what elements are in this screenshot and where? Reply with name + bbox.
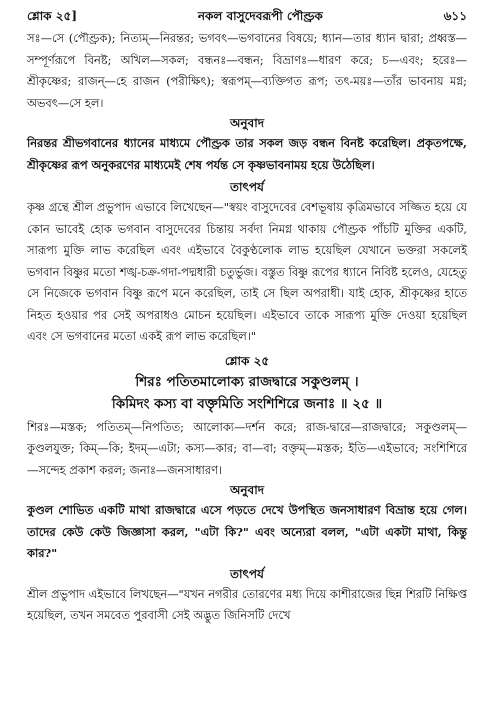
verse-line-2: কিমিদং কস্য বা বক্তৃমিতি সংশিশিরে জনাঃ ॥ ২৫ ॥ [111, 395, 383, 412]
header-chapter-title: নকল বাসুদেবরূপী পৌণ্ড্রক [197, 9, 323, 23]
translation-text-1: নিরন্তর শ্রীভগবানের ধ্যানের মাধ্যমে পৌণ্ড্রক তার সকল জড় বন্ধন বিনষ্ট করেছিল। প্রকৃতপক্ষে, শ্রীকৃষ্ণের রূপ অনুকরণের মাধ্যমেই শেষ পর্যন্ত সে কৃষ্ণভাবনাময় হয়ে উঠেছিল। [27, 136, 467, 172]
synonyms-block-1: সঃ—সে (পৌণ্ড্রক); নিত্যম্—নিরন্তর; ভগবৎ—ভগবানের বিষয়ে; ধ্যান—তার ধ্যান দ্বারা; প্রধ্বস্ত—সম্পূর্ণরূপে বিনষ্ট; অখিল—সকল; বন্ধনঃ—বন্ধন; বিভ্রাণঃ—ধারণ করে; চ—এবং; হরেঃ—শ্রীকৃষ্ণের; রাজন্—হে রাজন (পরীক্ষিৎ); স্বরূপম্—ব্যক্তিগত রূপ; তৎ-ময়ঃ—তাঁর ভাবনায় মগ্ন; অভবৎ—সে হল। [27, 31, 467, 110]
translation-text-2: কুণ্ডল শোভিত একটি মাথা রাজদ্বারে এসে পড়তে দেখে উপস্থিত জনসাধারণ বিভ্রান্ত হয়ে গেল। তাদের কেউ কেউ জিজ্ঞাসা করল, "এটা কি?" এবং অন্যেরা বলল, "এটা একটা মাথা, কিন্তু কার?" [27, 503, 467, 560]
synonyms-block-2: শিরঃ—মস্তক; পতিতম্—নিপতিত; আলোক্য—দর্শন করে; রাজ-দ্বারে—রাজদ্বারে; সকুণ্ডলম্—কুণ্ডলযুক্ত; কিম্—কি; ইদম্—এটা; কস্য—কার; বা—বা; বক্তৃম্—মস্তক; ইতি—এইভাবে; সংশিশিরে—সন্দেহ প্রকাশ করল; জনাঃ—জনসাধারণ। [27, 419, 467, 477]
purport-heading-1: তাৎপর্য [230, 180, 264, 194]
translation-heading-2: অনুবাদ [229, 483, 265, 497]
running-header [27, 8, 467, 24]
book-page [27, 8, 467, 627]
translation-heading-1: অনুবাদ [229, 116, 265, 130]
header-verse-ref: শ্লোক ২৫] [27, 9, 78, 23]
page-number: ৬১১ [443, 9, 467, 23]
verse-heading: শ্লোক ২৫ [224, 353, 270, 368]
purport-heading-2: তাৎপর্য [230, 566, 264, 581]
purport-text-2: শ্রীল প্রভুপাদ এইভাবে লিখছেন—"যখন নগরীর তোরণের মধ্য দিয়ে কাশীরাজের ছিন্ন শিরটি নিক্ষিপ্ত হয়েছিল, তখন সমবেত পুরবাসী সেই অদ্ভুত জিনিসটি দেখে [27, 586, 467, 622]
verse-line-1: শিরঃ পতিতমালোক্য রাজদ্বারে সকুণ্ডলম্ । [135, 373, 359, 390]
purport-text-1: কৃষ্ণ গ্রন্থে শ্রীল প্রভুপাদ এভাবে লিখেছেন—"স্বয়ং বাসুদেবের বেশভূষায় কৃত্রিমভাবে সজ্জিত হয়ে যে কোন ভাবেই হোক ভগবান বাসুদেবের চিন্তায় সর্বদা নিমগ্ন থাকায় পৌণ্ড্রক পাঁচটি মুক্তির একটি, সারূপ্য মুক্তি লাভ করেছিল এবং এইভাবে বৈকুণ্ঠলোক লাভ হয়েছিল যেখানে ভক্তরা সকলেই ভগবান বিষ্ণুর মতো শঙ্খ-চক্র-গদা-পদ্মধারী চতুর্ভুজ। বস্তুত বিষ্ণু রূপের ধ্যানে নিবিষ্ট হলেও, যেহেতু সে নিজেকে ভগবান বিষ্ণু রূপে মনে করেছিল, তাই সে ছিল অপরাধী। যাই হোক, শ্রীকৃষ্ণের হাতে নিহত হওয়ার পর সেই অপরাধও মোচন হয়েছিল। এইভাবে তাকে সারূপ্য মুক্তি দেওয়া হয়েছিল এবং সে ভগবানের মতো একই রূপ লাভ করেছিল।" [27, 200, 467, 343]
